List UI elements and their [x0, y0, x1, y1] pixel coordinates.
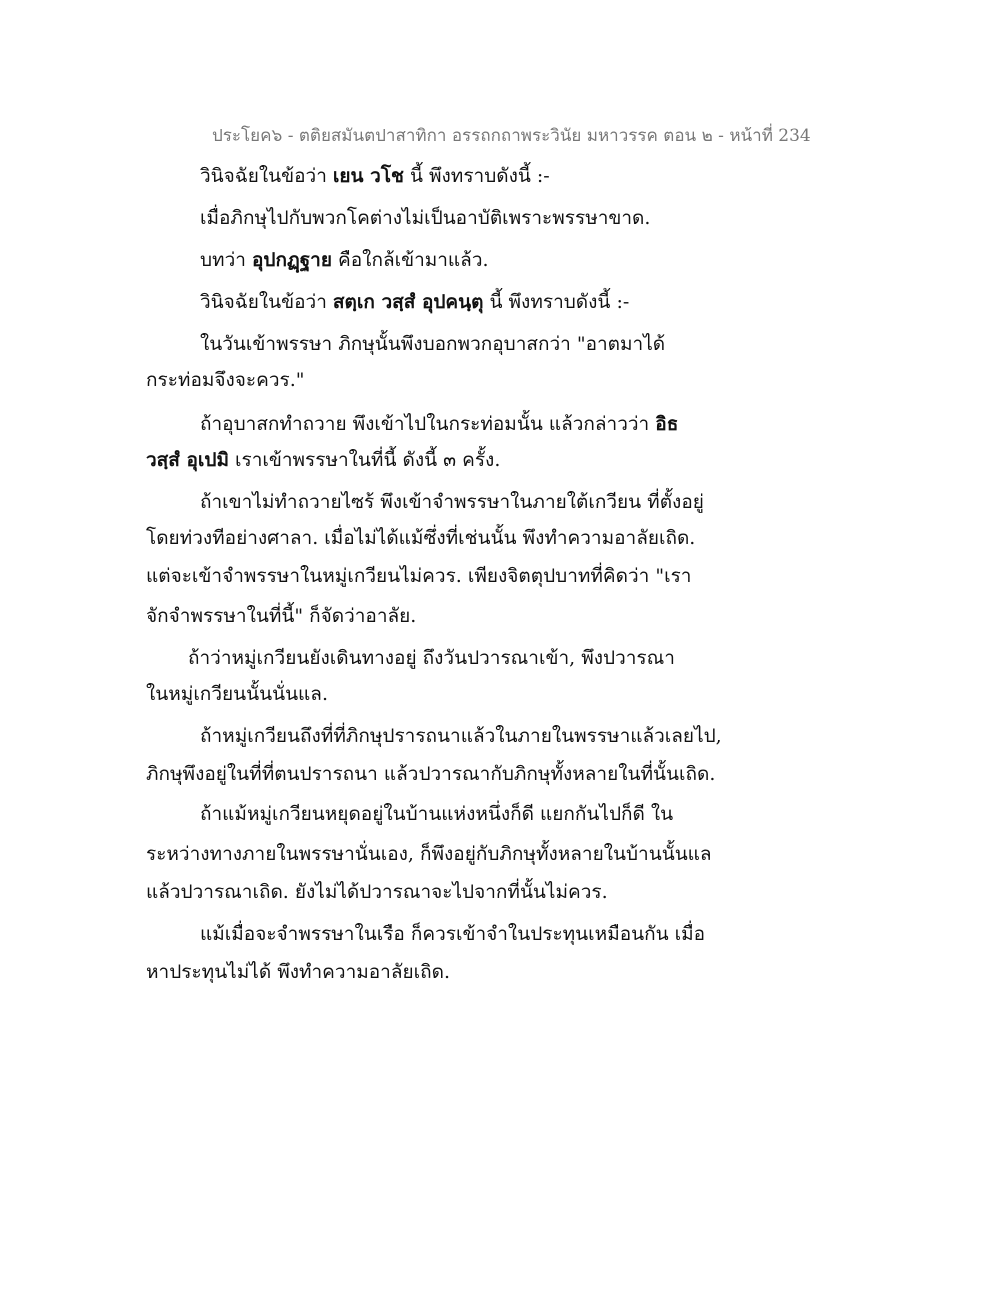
text-run: นี้ พึงทราบดังนี้ :- [403, 165, 550, 187]
text-run: หาประทุนไม่ได้ พึงทำความอาลัยเถิด. [146, 961, 450, 983]
text-line [146, 446, 500, 474]
text-run: ในวันเข้าพรรษา ภิกษุนั้นพึงบอกพวกอุบาสกว่า "อาตมาได้ [200, 333, 666, 355]
text-line [200, 410, 678, 438]
text-run: วินิจฉัยในข้อว่า [200, 165, 333, 187]
text-line [146, 840, 712, 868]
text-run: แม้เมื่อจะจำพรรษาในเรือ ก็ควรเข้าจำในประทุนเหมือนกัน เมื่อ [200, 923, 706, 945]
pali-term: เยน วโช [332, 165, 404, 187]
text-line [146, 680, 328, 708]
text-run: แต่จะเข้าจำพรรษาในหมู่เกวียนไม่ควร. เพียงจิตตุปบาทที่คิดว่า "เรา [146, 565, 692, 587]
text-run: โดยท่วงทีอย่างศาลา. เมื่อไม่ได้แม้ซึ่งที่เช่นนั้น พึงทำความอาลัยเถิด. [146, 527, 696, 549]
text-line [146, 958, 450, 986]
text-line [200, 246, 489, 274]
text-run: กระท่อมจึงจะควร." [146, 369, 305, 391]
pali-term: อุปกฏฺฐาย [251, 249, 332, 271]
text-run: ถ้าว่าหมู่เกวียนยังเดินทางอยู่ ถึงวันปวารณาเข้า, พึงปวารณา [188, 647, 675, 669]
text-run: ถ้าแม้หมู่เกวียนหยุดอยู่ในบ้านแห่งหนึ่งก็ดี แยกกันไปก็ดี ใน [200, 803, 674, 825]
text-line [200, 920, 705, 948]
text-line [146, 760, 715, 788]
text-run: นี้ พึงทราบดังนี้ :- [483, 291, 630, 313]
page-header: ประโยค๖ - ตติยสมันตปาสาทิกา อรรถกถาพระวินัย มหาวรรค ตอน ๒ - หน้าที่ 234 [212, 126, 811, 146]
text-run: คือใกล้เข้ามาแล้ว. [332, 249, 489, 271]
text-line [200, 288, 629, 316]
text-run: บทว่า [200, 249, 252, 271]
text-line [200, 330, 665, 358]
pali-term: วสฺสํ อุเปมิ [146, 449, 229, 471]
text-line [200, 488, 704, 516]
text-line [146, 562, 691, 590]
text-run: ถ้าหมู่เกวียนถึงที่ที่ภิกษุปรารถนาแล้วในภายในพรรษาแล้วเลยไป, [200, 725, 722, 747]
text-line [200, 722, 722, 750]
text-run: เราเข้าพรรษาในที่นี้ ดังนี้ ๓ ครั้ง. [228, 449, 501, 471]
text-run: จักจำพรรษาในที่นี้" ก็จัดว่าอาลัย. [146, 605, 417, 627]
text-run: เมื่อภิกษุไปกับพวกโคต่างไม่เป็นอาบัติเพราะพรรษาขาด. [200, 207, 651, 229]
text-line [200, 204, 650, 232]
text-line [200, 800, 673, 828]
text-line [146, 524, 695, 552]
text-line [146, 878, 608, 906]
text-run: ในหมู่เกวียนนั้นนั่นแล. [146, 683, 328, 705]
text-run: ระหว่างทางภายในพรรษานั่นเอง, ก็พึงอยู่กับภิกษุทั้งหลายในบ้านนั้นแล [146, 843, 712, 865]
text-run: ถ้าเขาไม่ทำถวายไซร้ พึงเข้าจำพรรษาในภายใต้เกวียน ที่ตั้งอยู่ [200, 491, 704, 513]
text-line [188, 644, 675, 672]
text-run: วินิจฉัยในข้อว่า [200, 291, 333, 313]
text-run: แล้วปวารณาเถิด. ยังไม่ได้ปวารณาจะไปจากที่นั้นไม่ควร. [146, 881, 608, 903]
text-run: ภิกษุพึงอยู่ในที่ที่ตนปรารถนา แล้วปวารณากับภิกษุทั้งหลายในที่นั้นเถิด. [146, 763, 716, 785]
text-run: ถ้าอุบาสกทำถวาย พึงเข้าไปในกระท่อมนั้น แล้วกล่าวว่า [200, 413, 656, 435]
text-line [200, 162, 550, 190]
pali-term: อิธ [655, 413, 679, 435]
text-line [146, 602, 416, 630]
text-line [146, 366, 305, 394]
pali-term: สตฺเก วสฺสํ อุปคนฺตุ [332, 291, 484, 313]
